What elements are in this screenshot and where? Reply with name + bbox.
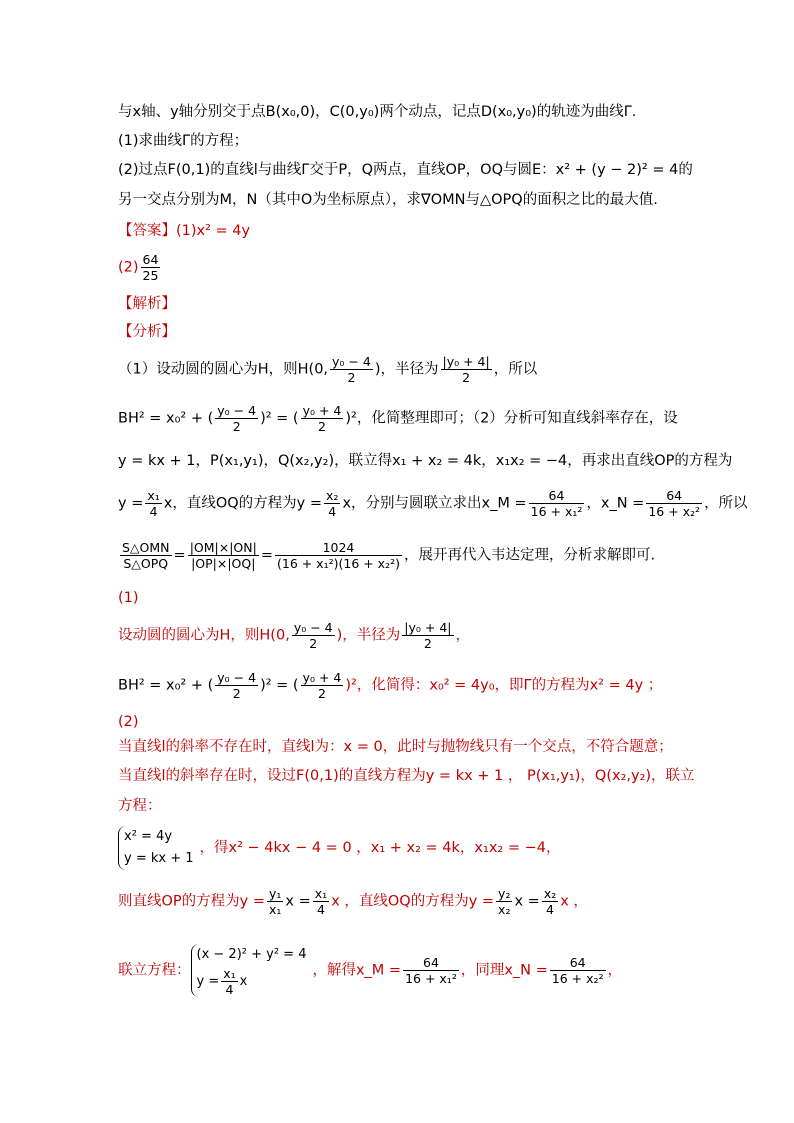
analysis-line-3: y = kx + 1，P(x₁,y₁)，Q(x₂,y₂)，联立得x₁ + x₂ = 4k，x₁x₂ = −4，再求出直线OP的方程为	[118, 453, 733, 469]
fraction: $\frac{\text{x₁}}{4}$	[147, 488, 160, 519]
fraction: $\frac{\text{x₁}}{4}$	[223, 966, 236, 997]
area-ratio-fraction: $\frac{\text{S△OMN}}{\text{S△OPQ}}$	[122, 540, 170, 571]
problem-line-1: 与x轴、y轴分别交于点B(x₀,0)，C(0,y₀)两个动点，记点D(x₀,y₀)的轨迹为曲线Γ.	[118, 104, 637, 120]
fraction: $\frac{|OM|\times|ON|}{|OP|\times|OQ|}$	[189, 540, 257, 571]
answer-part-2-label: (2)	[118, 259, 139, 276]
solution-line-4: 当直线l的斜率存在时，设过F(0,1)的直线方程为y = kx + 1 ， P(x₁,y₁)，Q(x₂,y₂)，联立	[118, 768, 695, 784]
solution-line-3: 当直线l的斜率不存在时，直线l为：x = 0，此时与抛物线只有一个交点，不符合题意；	[118, 739, 673, 755]
solution-line-2: BH² = x₀² + ( $\frac{\text{y₀ − 4}}{2}$ )² = ( $\frac{\text{y₀ + 4}}{2}$ )²，化简得：x₀² = 4y₀，即Γ的方程为x² = 4y ；	[118, 670, 663, 701]
fraction: $\frac{\text{x₁}}{4}$	[314, 886, 328, 917]
analysis-line-1: （1）设动圆的圆心为H，则H(0, $\frac{\text{y₀ − 4}}{2}$ )，半径为 $\frac{\text{|y₀ + 4|}}{2}$ ，所以	[118, 354, 538, 385]
analysis-line-2: BH² = x₀² + ( $\frac{\text{y₀ − 4}}{2}$ )² = ( $\frac{\text{y₀ + 4}}{2}$ )²，化简整理即可；（2）分析可知直线斜率存在，设	[118, 403, 678, 434]
fraction: $\frac{\text{y₀ − 4}}{2}$	[217, 403, 257, 434]
solution-line-1: 设动圆的圆心为H，则H(0, $\frac{\text{y₀ − 4}}{2}$ )，半径为 $\frac{\text{|y₀ + 4|}}{2}$ ，	[118, 620, 470, 651]
equation-system: (x − 2)² + y² = 4 y = $\frac{\text{x₁}}{4}$ x	[191, 944, 307, 997]
fraction: $\frac{\text{|y₀ + 4|}}{2}$	[404, 620, 452, 651]
fraction: $\frac{64}{\text{16 + x₁²}}$	[405, 955, 457, 986]
fraction: $\frac{64}{\text{16 + x₂²}}$	[648, 488, 701, 519]
fraction: $\frac{\text{x₂}}{4}$	[543, 886, 557, 917]
fraction: $\frac{\text{x₂}}{4}$	[326, 488, 339, 519]
fraction: $\frac{\text{y₀ − 4}}{2}$	[217, 670, 257, 701]
fraction: $\frac{\text{|y₀ + 4|}}{2}$	[442, 354, 490, 385]
answer-part-1: (1)x² = 4y	[176, 223, 251, 239]
fraction: $\frac{\text{y₂}}{\text{x₂}}$	[498, 886, 511, 917]
solution-line-8: 联立方程： (x − 2)² + y² = 4 y = $\frac{\text{x₁}}{4}$ x ，解得x_M = $\frac{64}{\text{16 + x₁²}}$ ，同理x_N = $\frac{64}{\text{16 + x₂²}}$ ，	[118, 944, 622, 997]
section-jiexi: 【解析】	[118, 296, 176, 312]
solution-line-7: 则直线OP的方程为y = $\frac{\text{y₁}}{\text{x₁}}$ x = $\frac{\text{x₁}}{4}$ x ，直线OQ的方程为y = $\frac{\text{y₂}}{\text{x₂}}$ x = $\frac{\text{x₂}}{4}$ x ，	[118, 886, 588, 917]
fraction: $\frac{64}{\text{16 + x₂²}}$	[551, 955, 604, 986]
fraction: $\frac{64}{\text{16 + x₁²}}$	[530, 488, 583, 519]
answer-line-2	[118, 252, 162, 283]
solution-line-6: x² = 4y y = kx + 1 ，得x² − 4kx − 4 = 0 ，x₁ + x₂ = 4k，x₁x₂ = −4，	[118, 826, 560, 870]
fraction: $\frac{\text{y₁}}{\text{x₁}}$	[269, 886, 282, 917]
fraction: $\frac{\text{y₀ − 4}}{2}$	[332, 354, 371, 385]
fraction: $\frac{\text{y₀ + 4}}{2}$	[302, 670, 342, 701]
equation-system: x² = 4y y = kx + 1	[118, 826, 194, 870]
problem-part-1: (1)求曲线Γ的方程；	[118, 133, 249, 149]
solution-line-5: 方程：	[118, 798, 162, 814]
answer-label: 【答案】	[118, 223, 176, 239]
fraction: $\frac{1024}{\text{(16 + x₁²)(16 + x₂²)}}$	[276, 540, 400, 571]
fraction: $\frac{\text{y₀ − 4}}{2}$	[293, 620, 333, 651]
analysis-line-4: y = $\frac{\text{x₁}}{4}$ x，直线OQ的方程为y = $\frac{\text{x₂}}{4}$ x，分别与圆联立求出x_M = $\frac{64}{\text{16 + x₁²}}$ ，x_N = $\frac{64}{\text{16 + x₂²}}$ ，所以	[118, 488, 748, 519]
answer-fraction: $\frac{64}{25}$	[142, 252, 159, 283]
solution-part-1-label: (1)	[118, 590, 139, 606]
problem-part-2-line-1: (2)过点F(0,1)的直线l与曲线Γ交于P，Q两点，直线OP，OQ与圆E：x² + (y − 2)² = 4的	[118, 162, 693, 178]
answer-line-1	[118, 221, 250, 241]
analysis-line-5: $\frac{\text{S△OMN}}{\text{S△OPQ}}$ = $\frac{|OM|\times|ON|}{|OP|\times|OQ|}$ = $\frac{1024}{\text{(16 + x₁²)(16 + x₂²)}}$ ，展开再代入韦达定理，分析求解即可.	[122, 540, 656, 571]
fraction: $\frac{\text{y₀ + 4}}{2}$	[302, 403, 342, 434]
problem-part-2-line-2: 另一交点分别为M，N（其中O为坐标原点），求∇OMN与△OPQ的面积之比的最大值.	[118, 192, 658, 208]
solution-part-2-label: (2)	[118, 714, 139, 730]
section-fenxi: 【分析】	[118, 324, 176, 340]
